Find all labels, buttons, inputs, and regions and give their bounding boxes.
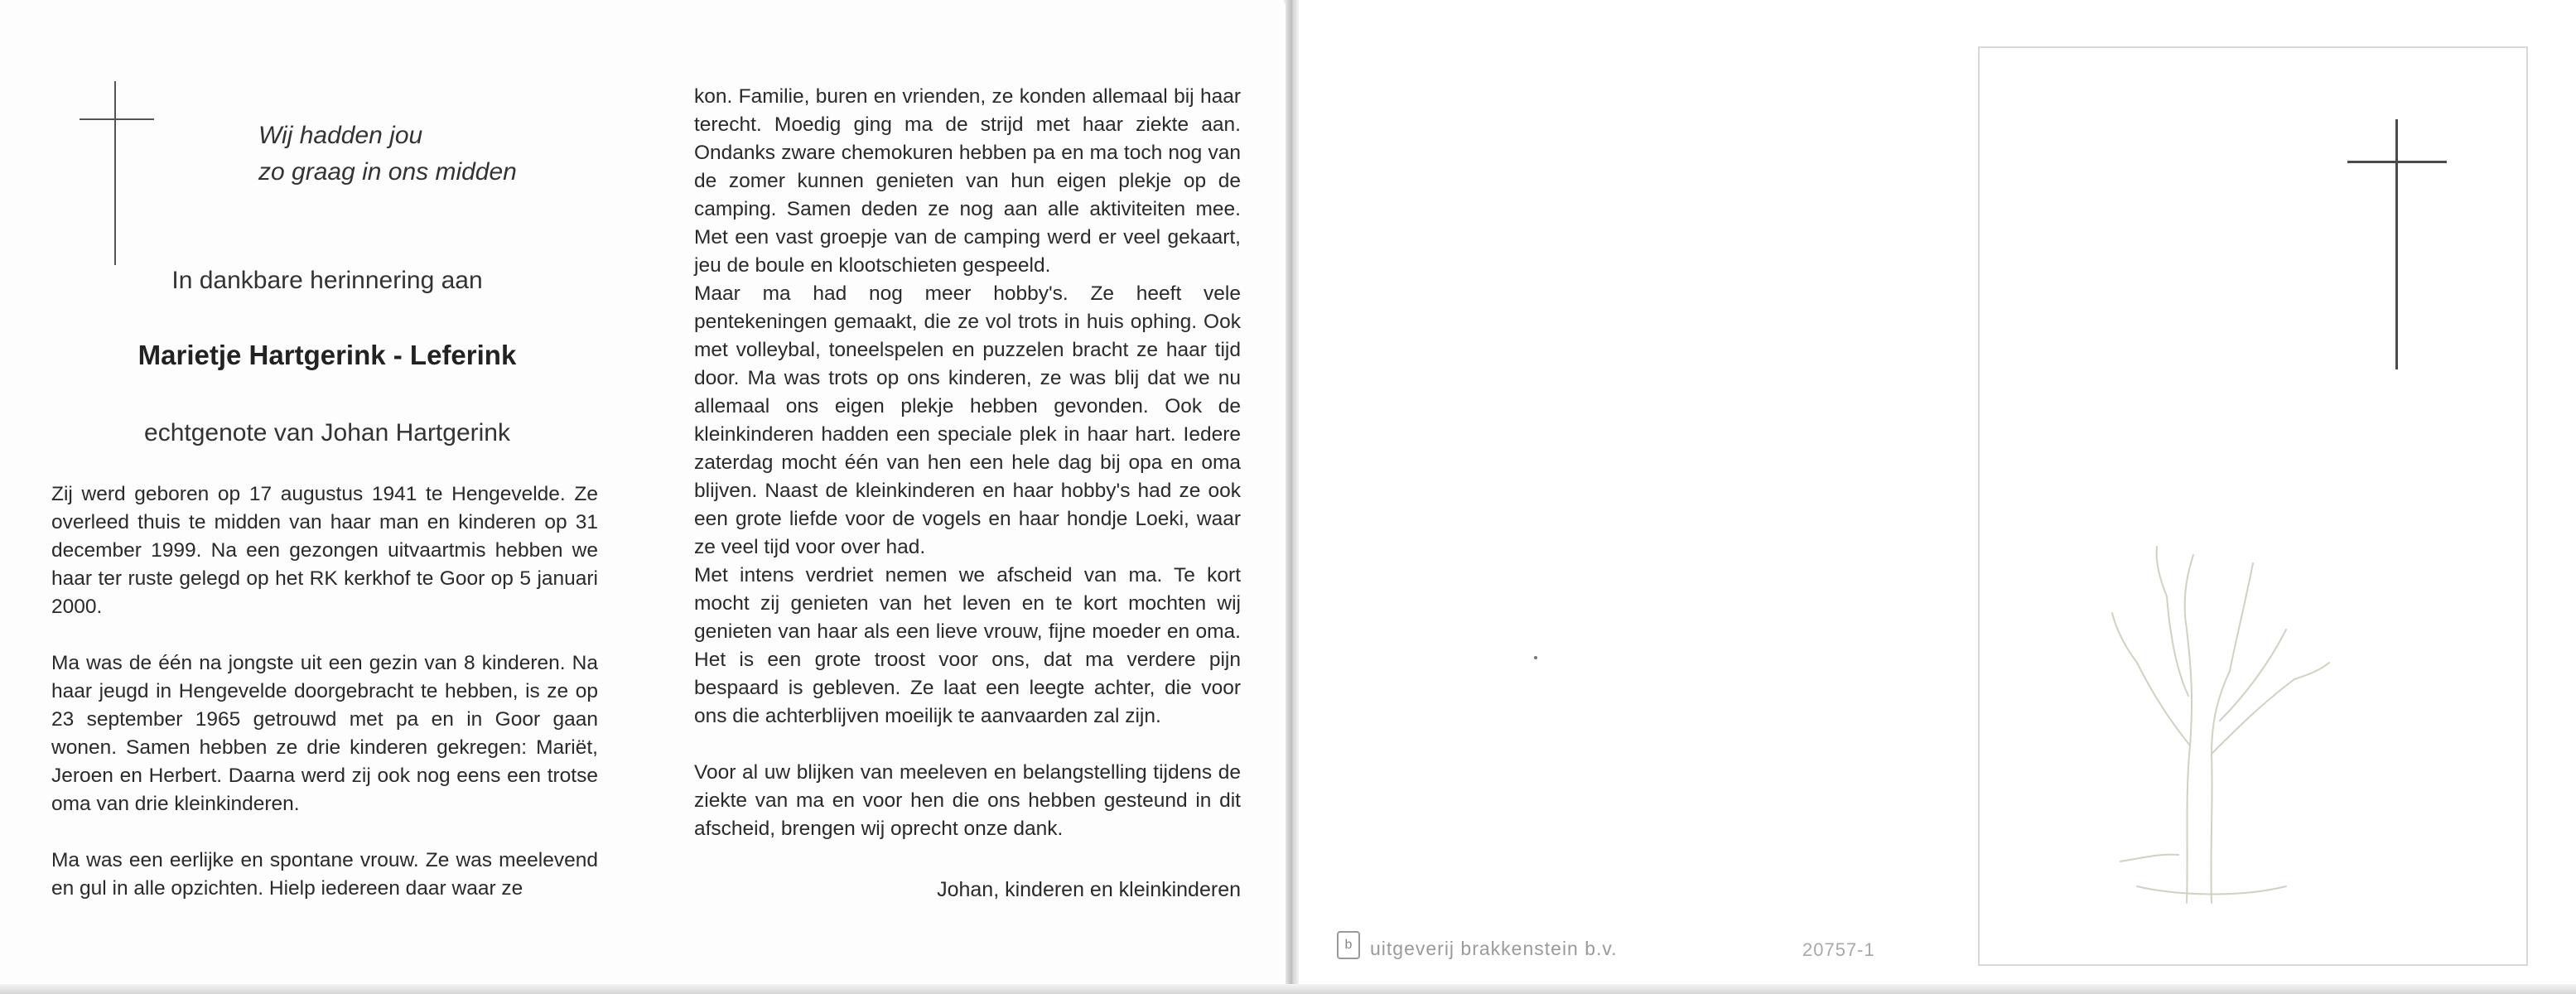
paragraph: Ma was de één na jongste uit een gezin van 8 kinderen. Na haar jeugd in Hengevelde doorgebracht te hebben, is ze op 23 september 1965 getrouwd met pa en in Goor gaan wonen. Samen hebben ze drie kinderen gekregen: Mariët, Jeroen en Herbert. Daarna werd zij ook nog eens een trotse oma van drie kleinkinderen. <box>51 652 598 815</box>
tree-illustration <box>2087 530 2336 911</box>
motto-line-1: Wij hadden jou <box>258 122 423 149</box>
paragraph: Voor al uw blijken van meeleven en belangstelling tijdens de ziekte van ma en voor hen die ons hebben gesteund in dit afscheid, brengen wij oprecht onze dank. <box>694 761 1241 840</box>
dedication-heading: In dankbare herinnering aan <box>171 267 483 294</box>
product-code: 20757-1 <box>1802 939 1875 960</box>
motto-line-2: zo graag in ons midden <box>258 158 517 186</box>
publisher-logo-icon: b <box>1337 931 1360 959</box>
deceased-name: Marietje Hartgerink - Leferink <box>137 340 517 370</box>
spouse-line: echtgenote van Johan Hartgerink <box>144 419 510 446</box>
paragraph: Zij werd geboren op 17 augustus 1941 te Hengevelde. Ze overleed thuis te midden van haar man en kinderen op 31 december 1999. Na een gezongen uitvaartmis hebben we haar ter ruste gelegd op het RK kerkhof te Goor op 5 januari 2000. <box>51 483 598 618</box>
speck <box>1534 656 1537 659</box>
cover-cross-icon <box>2395 119 2398 369</box>
cross-icon-bar <box>80 118 154 120</box>
paragraph: Met intens verdriet nemen we afscheid van ma. Te kort mocht zij genieten van het leven en te kort mochten wij genieten van haar als een lieve vrouw, fijne moeder en oma. Het is een grote troost voor ons, dat ma verdere pijn bespaard is gebleven. Ze laat een leegte achter, die voor ons die achterblijven moeilijk te aanvaarden zal zijn. <box>694 564 1241 727</box>
bottom-edge-shadow <box>0 984 2576 994</box>
page-fold <box>1286 0 1299 994</box>
paragraph: kon. Familie, buren en vrienden, ze konden allemaal bij haar terecht. Moedig ging ma de strijd met haar ziekte aan. Ondanks zware chemokuren hebben pa en ma toch nog van de zomer kunnen genieten van hun eigen plekje op de camping. Samen deden ze nog aan alle aktiviteiten mee. Met een vast groepje van de camping werd er veel gekaart, jeu de boule en klootschieten gespeeld. <box>694 85 1241 277</box>
signoff: Johan, kinderen en kleinkinderen <box>937 878 1241 901</box>
publisher-name: uitgeverij brakkenstein b.v. <box>1370 938 1618 959</box>
inner-page <box>0 0 1284 994</box>
motto <box>258 118 517 191</box>
text-column-left <box>51 480 598 903</box>
paragraph: Maar ma had nog meer hobby's. Ze heeft vele pentekeningen gemaakt, die ze vol trots in huis ophing. Ook met volleybal, toneelspelen en puzzelen bracht ze haar tijd door. Ma was trots op ons kinderen, ze was blij dat we nu allemaal ons eigen plekje hebben gevonden. Ook de kleinkinderen hadden een speciale plek in haar hart. Iedere zaterdag mocht één van hen een hele dag bij opa en oma blijven. Naast de kleinkinderen en haar hobby's had ze ook een grote liefde voor de vogels en haar hondje Loeki, waar ze veel tijd voor over had. <box>694 282 1241 558</box>
cross-icon <box>114 81 116 265</box>
text-column-right <box>694 83 1241 843</box>
paragraph: Ma was een eerlijke en spontane vrouw. Ze was meelevend en gul in alle opzichten. Hielp iedereen daar waar ze <box>51 849 598 900</box>
cover-cross-icon-bar <box>2347 161 2447 163</box>
